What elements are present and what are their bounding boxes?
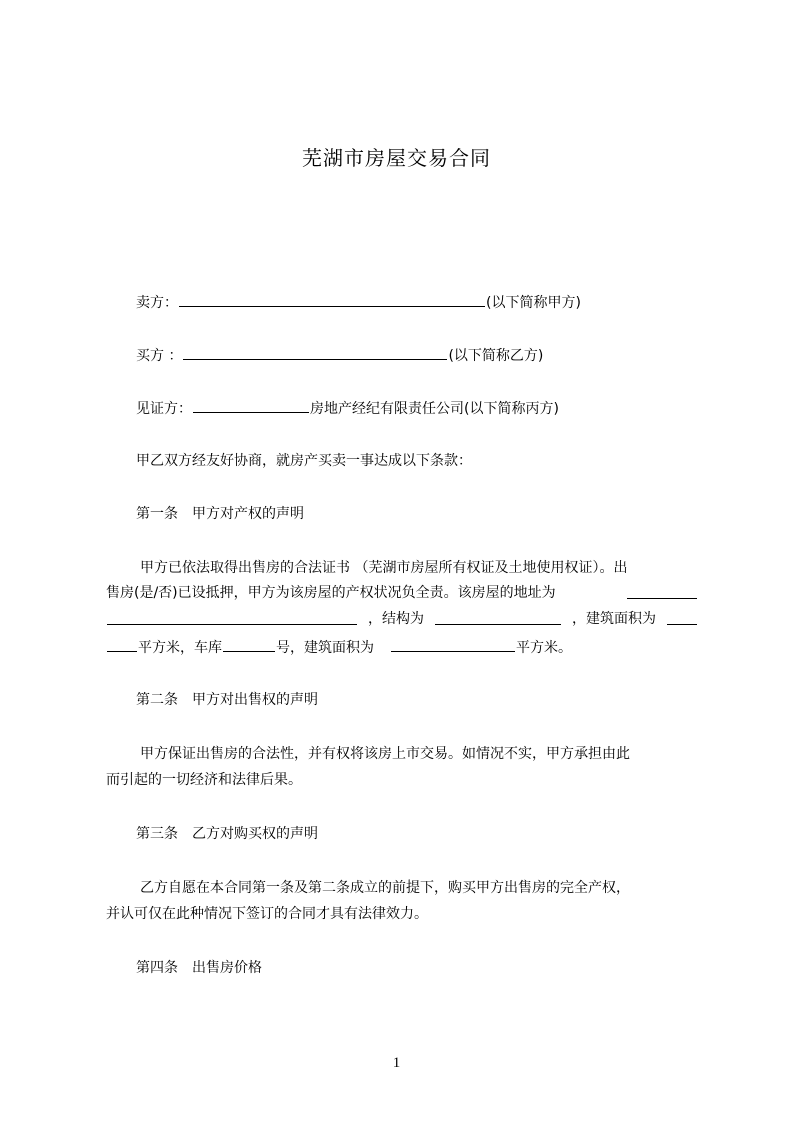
address-blank-2[interactable] — [107, 610, 357, 625]
article1-line2-text: 售房(是/否)已设抵押，甲方为该房屋的产权状况负全责。该房屋的地址为 — [106, 585, 556, 601]
seller-line — [136, 292, 581, 312]
article2-line1: 甲方保证出售房的合法性，并有权将该房上市交易。如情况不实，甲方承担由此 — [140, 746, 630, 762]
witness-blank[interactable] — [193, 398, 309, 413]
garage-area-label: 号，建筑面积为 — [276, 640, 374, 656]
article3-number: 第三条 — [136, 826, 178, 842]
article2-number: 第二条 — [136, 692, 178, 708]
article4-heading — [136, 959, 262, 977]
article1-line4 — [106, 637, 572, 657]
seller-blank[interactable] — [179, 292, 485, 307]
garage-area-unit: 平方米。 — [516, 640, 572, 656]
page-number: 1 — [392, 1055, 401, 1071]
structure-blank[interactable] — [435, 610, 561, 625]
witness-suffix: 房地产经纪有限责任公司(以下简称丙方) — [310, 401, 559, 417]
article1-line1: 甲方已依法取得出售房的合法证书 （芜湖市房屋所有权证及土地使用权证）。出 — [140, 560, 628, 576]
article3-heading-text: 乙方对购买权的声明 — [192, 826, 318, 842]
article2-line2: 而引起的一切经济和法律后果。 — [106, 772, 302, 788]
article1-line3 — [106, 610, 698, 628]
article4-heading-text: 出售房价格 — [192, 960, 262, 976]
buyer-label: 买方 ： — [136, 348, 183, 364]
area-blank-2[interactable] — [107, 637, 137, 652]
intro-paragraph: 甲乙双方经友好协商，就房产买卖一事达成以下条款： — [136, 453, 472, 469]
witness-line — [136, 398, 559, 418]
witness-label: 见证方： — [136, 401, 192, 417]
buyer-line — [136, 345, 543, 365]
address-blank-1[interactable] — [627, 584, 697, 599]
article1-line2 — [106, 584, 698, 602]
article3-line1: 乙方自愿在本合同第一条及第二条成立的前提下，购买甲方出售房的完全产权， — [140, 880, 630, 896]
area-label: ，建筑面积为 — [572, 611, 656, 627]
seller-suffix: (以下简称甲方) — [486, 295, 581, 311]
garage-label: 平方米，车库 — [138, 640, 222, 656]
seller-label: 卖方： — [136, 295, 178, 311]
contract-title: 芜湖市房屋交易合同 — [302, 146, 491, 170]
article3-heading — [136, 825, 318, 843]
article1-heading-text: 甲方对产权的声明 — [192, 506, 304, 522]
garage-blank[interactable] — [223, 637, 275, 652]
article1-number: 第一条 — [136, 506, 178, 522]
buyer-suffix: (以下简称乙方) — [448, 348, 544, 364]
garage-area-blank[interactable] — [391, 637, 515, 652]
buyer-blank[interactable] — [183, 345, 447, 360]
article4-number: 第四条 — [136, 960, 178, 976]
article2-heading-text: 甲方对出售权的声明 — [192, 692, 318, 708]
article1-heading — [136, 505, 304, 523]
area-blank-1[interactable] — [667, 610, 697, 625]
structure-label: ，结构为 — [368, 611, 424, 627]
article2-heading — [136, 691, 318, 709]
article3-line2: 并认可仅在此种情况下签订的合同才具有法律效力。 — [106, 906, 428, 922]
